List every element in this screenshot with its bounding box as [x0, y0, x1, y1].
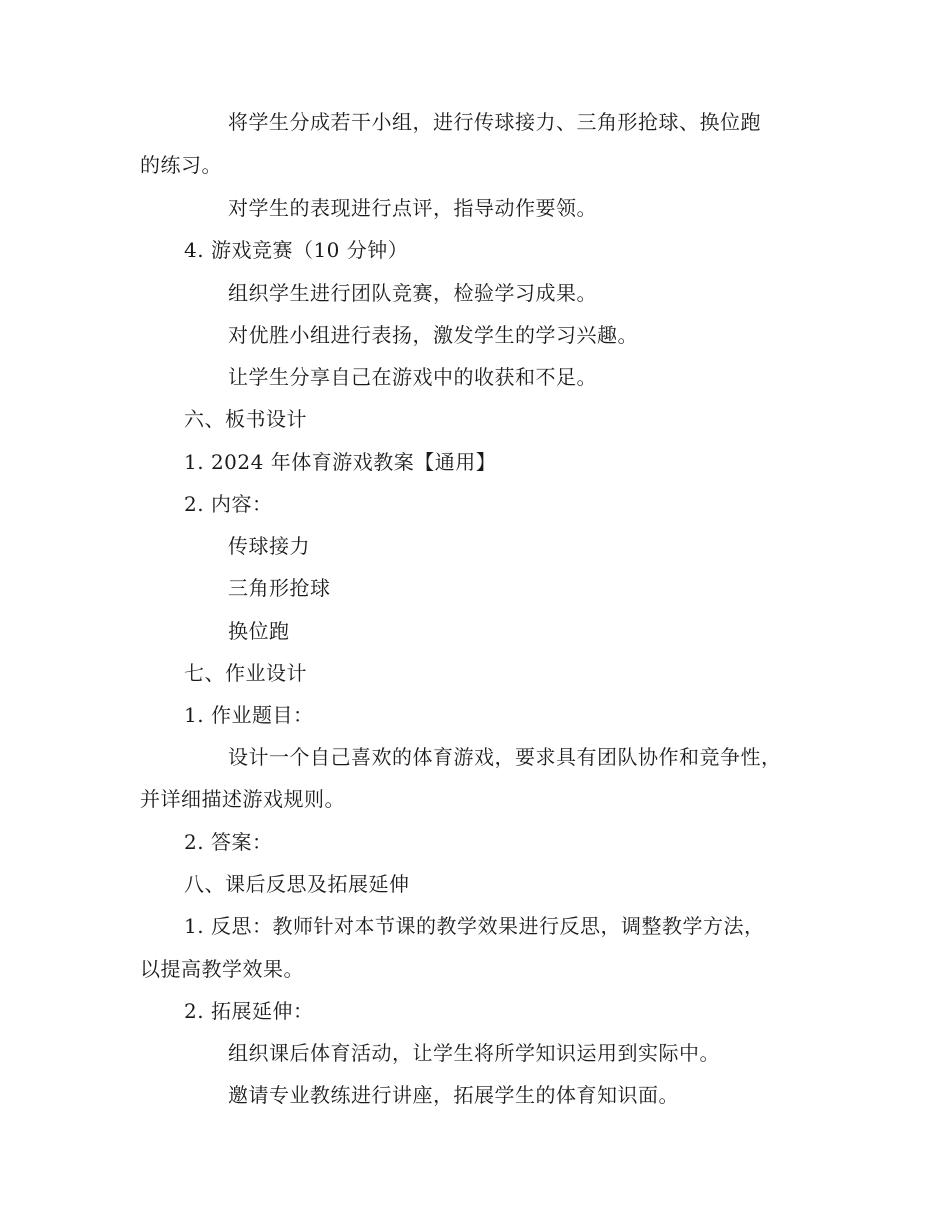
list-item: 1. 反思：教师针对本节课的教学效果进行反思，调整教学方法，: [184, 914, 765, 938]
paragraph-line: 三角形抢球: [228, 576, 331, 600]
paragraph-line: 邀请专业教练进行讲座，拓展学生的体育知识面。: [228, 1083, 679, 1107]
paragraph-line: 以提高教学效果。: [140, 957, 304, 981]
paragraph-line: 对学生的表现进行点评，指导动作要领。: [228, 196, 597, 220]
paragraph-line: 换位跑: [228, 619, 290, 643]
paragraph-line: 将学生分成若干小组，进行传球接力、三角形抢球、换位跑: [228, 110, 761, 134]
paragraph-line: 组织课后体育活动，让学生将所学知识运用到实际中。: [228, 1041, 720, 1065]
list-item: 2. 内容：: [184, 492, 273, 516]
paragraph-line: 的练习。: [140, 153, 222, 177]
section-heading: 七、作业设计: [184, 661, 307, 685]
paragraph-line: 并详细描述游戏规则。: [140, 787, 345, 811]
list-item: 1. 作业题目：: [184, 703, 314, 727]
paragraph-line: 设计一个自己喜欢的体育游戏，要求具有团队协作和竞争性，: [228, 745, 782, 769]
list-item: 2. 拓展延伸：: [184, 999, 314, 1023]
paragraph-line: 对优胜小组进行表扬，激发学生的学习兴趣。: [228, 323, 638, 347]
paragraph-line: 组织学生进行团队竞赛，检验学习成果。: [228, 281, 597, 305]
list-item: 4. 游戏竞赛（10 分钟）: [184, 238, 409, 262]
paragraph-line: 传球接力: [228, 534, 310, 558]
list-item: 2. 答案：: [184, 830, 273, 854]
list-item: 1. 2024 年体育游戏教案【通用】: [184, 450, 497, 474]
paragraph-line: 让学生分享自己在游戏中的收获和不足。: [228, 365, 597, 389]
section-heading: 六、板书设计: [184, 407, 307, 431]
section-heading: 八、课后反思及拓展延伸: [184, 872, 410, 896]
